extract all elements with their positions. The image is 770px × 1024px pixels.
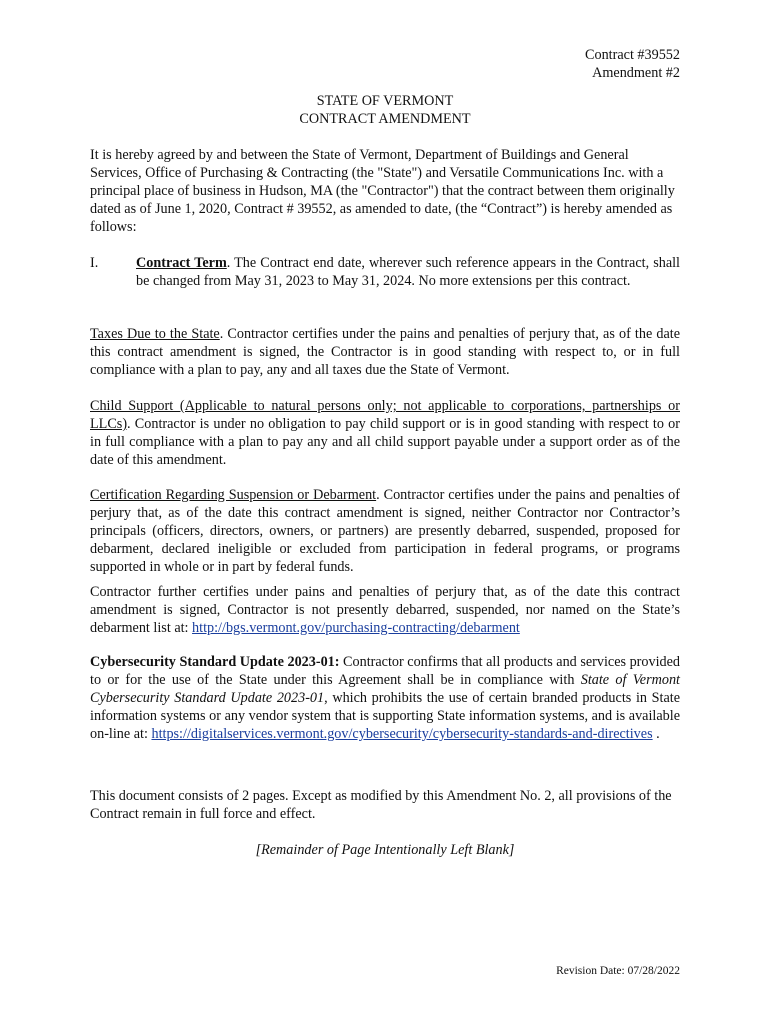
amendment-number: Amendment #2: [592, 64, 680, 81]
child-support-heading: Child Support (Applicable to natural persons only; not applicable to corporations, partnerships or LLCs): [90, 398, 680, 432]
debarment-list-body: Contractor further certifies under pains and penalties of perjury that, as of the date this contract amendment is signed, Contractor is not presently debarred, suspended, nor named on the State’s debarment list at:: [90, 584, 680, 636]
item-number: I.: [90, 255, 99, 271]
remainder-note: [Remainder of Page Intentionally Left Blank]: [255, 842, 515, 858]
title-line-2: CONTRACT AMENDMENT: [299, 110, 471, 127]
debarment-paragraph: [90, 487, 680, 577]
title-line-1: STATE OF VERMONT: [316, 93, 454, 109]
debarment-list-link[interactable]: http://bgs.vermont.gov/purchasing-contracting/debarment: [192, 619, 520, 636]
item-body: . The Contract end date, wherever such reference appears in the Contract, shall be changed from May 31, 2023 to May 31, 2024. No more extensions per this contract.: [136, 255, 680, 289]
debarment-list-paragraph: [90, 584, 680, 638]
cybersecurity-standard-title: State of Vermont Cybersecurity Standard Update 2023-01: [90, 671, 680, 706]
cybersecurity-paragraph: [90, 654, 680, 744]
revision-date: Revision Date: 07/28/2022: [556, 965, 680, 977]
closing-paragraph: This document consists of 2 pages. Except as modified by this Amendment No. 2, all provisions of the Contract remain in full force and effect.: [90, 788, 672, 822]
cybersecurity-heading: Cybersecurity Standard Update 2023-01:: [90, 654, 340, 670]
taxes-heading: Taxes Due to the State: [90, 326, 220, 342]
document-title: [0, 93, 770, 129]
taxes-body: . Contractor certifies under the pains and penalties of perjury that, as of the date this contract amendment is signed, the Contractor is in good standing with respect to, or in full compliance with a plan to pay, any and all taxes due the State of Vermont.: [90, 326, 680, 378]
item-text: [136, 255, 680, 291]
contract-number: Contract #39552: [585, 47, 680, 63]
debarment-body: . Contractor certifies under the pains and penalties of perjury that, as of the date this contract amendment is signed, neither Contractor nor Contractor’s principals (officers, directors, owners, or partners) are presently debarred, suspended, proposed for debarment, declared ineligible or excluded from participation in federal programs, or programs supported in whole or in part by federal funds.: [90, 487, 680, 575]
debarment-heading: Certification Regarding Suspension or Debarment: [90, 487, 377, 503]
cybersecurity-link[interactable]: https://digitalservices.vermont.gov/cybersecurity/cybersecurity-standards-and-directives: [151, 725, 653, 742]
intro-paragraph: It is hereby agreed by and between the State of Vermont, Department of Buildings and General Services, Office of Purchasing & Contracting (the "State") and Versatile Communications Inc. with a principal place of business in Hudson, MA (the "Contractor") that the contract between them originally dated as of June 1, 2020, Contract # 39552, as amended to date, (the “Contract”) is hereby amended as follows:: [90, 147, 675, 235]
amendment-item-1: [90, 255, 680, 291]
child-support-body: . Contractor is under no obligation to pay child support or is in good standing with respect to or in full compliance with a plan to pay any and all child support payable under a support order as of the date of this amendment.: [90, 415, 680, 468]
cybersecurity-body-1: Contractor confirms that all products and services provided to or for the use of the State under this Agreement shall be in compliance with: [90, 654, 681, 688]
item-heading: Contract Term: [136, 255, 227, 271]
child-support-paragraph: [90, 398, 680, 470]
taxes-paragraph: [90, 326, 680, 380]
contract-header: [585, 47, 680, 83]
cybersecurity-body-2: , which prohibits the use of certain branded products in State information systems or any vendor system that is supporting State information systems, and is available on-line at:: [90, 689, 681, 742]
cybersecurity-body-3: .: [652, 725, 660, 742]
